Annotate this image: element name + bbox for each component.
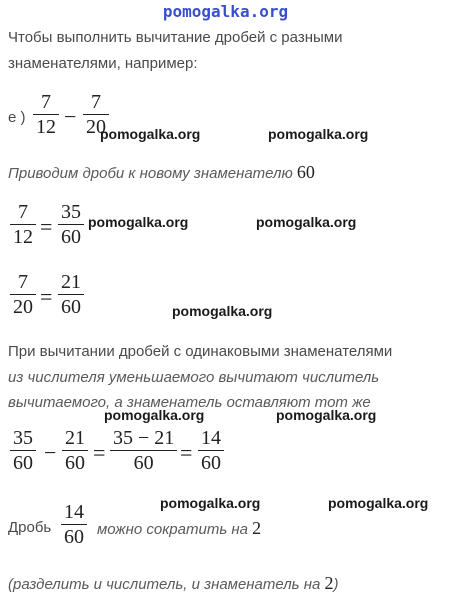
fraction-7-12: 7 12 [10, 200, 36, 249]
equals-sign: = [40, 284, 53, 309]
watermark: pomogalka.org [88, 214, 189, 230]
watermark: pomogalka.org [104, 407, 205, 423]
rule-line-1: При вычитании дробей с одинаковыми знаменателями [8, 343, 393, 360]
fraction-example-a: 7 12 [33, 90, 59, 139]
intro-line-2: знаменателями, например: [8, 55, 198, 72]
fraction-7-20: 7 20 [10, 270, 36, 319]
watermark: pomogalka.org [160, 495, 261, 511]
reduce-suffix: можно сократить на 2 [97, 518, 262, 538]
equals-sign: = [93, 440, 106, 465]
minus-sign: − [44, 440, 57, 465]
note-text: (разделить и числитель, и знаменатель на 2) [8, 573, 339, 593]
fraction-example-b: 7 20 [83, 90, 109, 139]
rule-line-3: вычитаемого, а знаменатель оставляют тот же [8, 394, 371, 411]
site-title: pomogalka.org [162, 2, 289, 21]
fraction-35-60: 35 60 [10, 426, 36, 475]
example-label: е ) [8, 109, 26, 126]
equals-sign: = [40, 214, 53, 239]
watermark: pomogalka.org [276, 407, 377, 423]
fraction-35-minus-21-over-60: 35 − 21 60 [110, 426, 177, 475]
watermark: pomogalka.org [100, 126, 201, 142]
fraction-21-60: 21 60 [58, 270, 84, 319]
watermark: pomogalka.org [256, 214, 357, 230]
minus-sign: − [64, 104, 77, 129]
rule-line-2: из числителя уменьшаемого вычитают числитель [8, 369, 380, 386]
step1-text: Приводим дроби к новому знаменателю 60 [8, 162, 315, 182]
watermark: pomogalka.org [172, 303, 273, 319]
fraction-35-60: 35 60 [58, 200, 84, 249]
intro-line-1: Чтобы выполнить вычитание дробей с разными [8, 29, 343, 46]
equals-sign: = [180, 440, 193, 465]
fraction-14-60: 14 60 [198, 426, 224, 475]
fraction-14-60-reduce: 14 60 [61, 500, 87, 549]
reduce-prefix: Дробь [8, 519, 52, 536]
watermark: pomogalka.org [268, 126, 369, 142]
fraction-21-60: 21 60 [62, 426, 88, 475]
watermark: pomogalka.org [328, 495, 429, 511]
